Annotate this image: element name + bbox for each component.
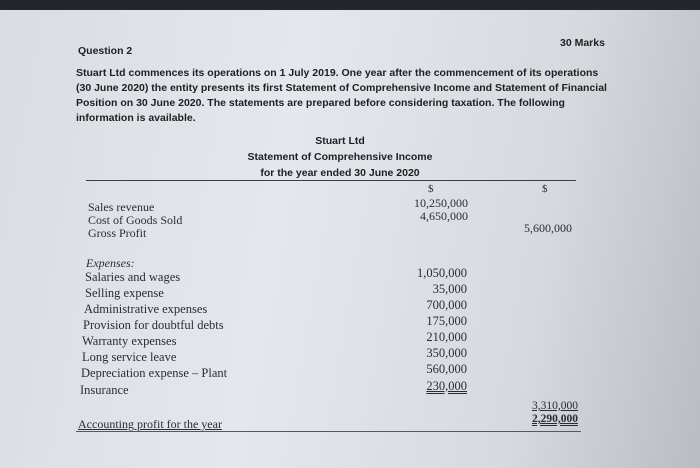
screen-edge — [0, 0, 700, 10]
expense-value: 35,000 — [432, 282, 467, 296]
sales-label: Sales revenue — [88, 200, 155, 214]
currency-col2: $ — [542, 183, 548, 195]
marks-label: 30 Marks — [560, 37, 605, 49]
statement-title: Statement of Comprehensive Income — [247, 151, 433, 163]
expense-label: Depreciation expense – Plant — [81, 366, 228, 380]
profit-value: 2,290,000 — [532, 413, 578, 425]
expense-value: 210,000 — [426, 330, 467, 344]
intro-line: information is available. — [76, 112, 196, 124]
expense-value: 1,050,000 — [417, 266, 467, 280]
gross-profit-label: Gross Profit — [88, 226, 147, 240]
expense-value: 230,000 — [426, 379, 467, 393]
expense-label: Long service leave — [82, 350, 177, 364]
intro-line: Stuart Ltd commences its operations on 1 July 2019. One year after the commencement of its operations — [76, 67, 599, 79]
cogs-label: Cost of Goods Sold — [88, 213, 183, 227]
expense-label: Salaries and wages — [85, 270, 181, 284]
sales-value: 10,250,000 — [414, 196, 468, 210]
expense-label: Insurance — [80, 383, 129, 397]
expense-label: Warranty expenses — [82, 334, 177, 348]
expense-label: Selling expense — [85, 286, 164, 300]
statement-period: for the year ended 30 June 2020 — [260, 167, 420, 179]
expense-value: 175,000 — [426, 314, 467, 328]
header-rule — [86, 180, 576, 181]
profit-label: Accounting profit for the year — [78, 417, 222, 431]
question-heading: Question 2 — [78, 45, 133, 57]
expense-value: 700,000 — [426, 298, 467, 312]
expense-value: 560,000 — [426, 362, 467, 376]
cogs-value: 4,650,000 — [420, 209, 468, 223]
bottom-rule — [76, 431, 581, 432]
expense-label: Provision for doubtful debts — [83, 318, 224, 332]
total-expenses-value: 3,310,000 — [532, 400, 578, 412]
intro-paragraph — [76, 66, 616, 126]
expense-value: 350,000 — [426, 346, 467, 360]
expenses-heading: Expenses: — [86, 256, 135, 270]
currency-col1: $ — [428, 183, 434, 195]
intro-line: (30 June 2020) the entity presents its first Statement of Comprehensive Income and Statement of Financial — [76, 82, 607, 94]
gross-profit-value: 5,600,000 — [524, 221, 572, 235]
expense-label: Administrative expenses — [84, 302, 208, 316]
intro-line: Position on 30 June 2020. The statements are prepared before considering taxation. The following — [76, 97, 565, 109]
company-name: Stuart Ltd — [315, 135, 365, 147]
